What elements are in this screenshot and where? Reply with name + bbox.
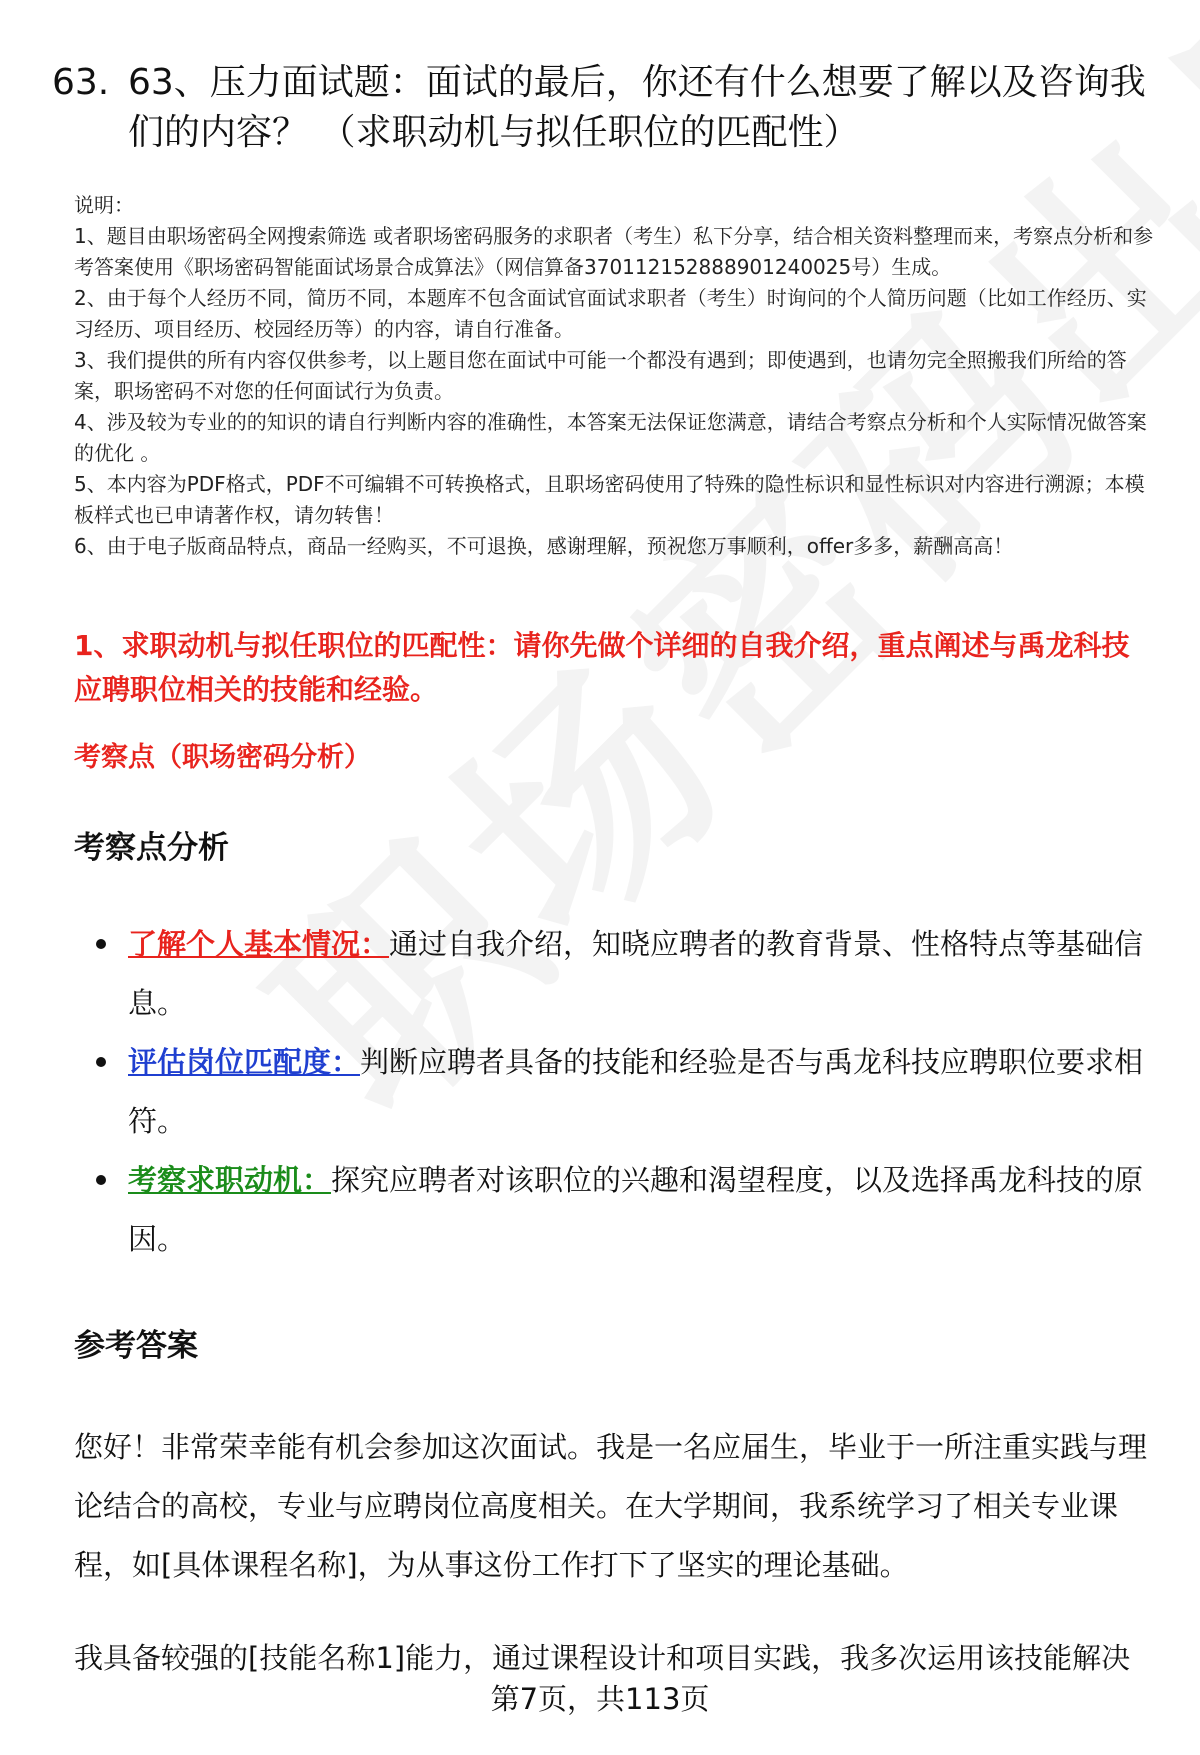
analysis-keyword: 了解个人基本情况： [128,927,390,961]
list-item [96,1151,1146,1269]
note-line: 6、由于电子版商品特点，商品一经购买，不可退换，感谢理解，预祝您万事顺利，offer多多，薪酬高高！ [74,534,1014,558]
list-item [96,1033,1146,1151]
analysis-list [96,915,1146,1269]
note-line: 5、本内容为PDF格式，PDF不可编辑不可转换格式，且职场密码使用了特殊的隐性标识和显性标识对内容进行溯源；本模板样式也已申请著作权，请勿转售！ [74,472,1145,527]
focus-label: 考察点（职场密码分析） [74,742,371,773]
analysis-text: 判断应聘者具备的技能和经验是否与禹龙科技应聘职位要求相符。 [128,1045,1144,1138]
answer-paragraph: 我具备较强的[技能名称1]能力，通过课程设计和项目实践，我多次运用该技能解决 [74,1641,1131,1675]
question-title-text: 63、压力面试题：面试的最后，你还有什么想要了解以及咨询我们的内容？ （求职动机与拟任职位的匹配性） [128,62,1146,153]
analysis-keyword: 评估岗位匹配度： [128,1045,361,1079]
answer-paragraph: 您好！非常荣幸能有机会参加这次面试。我是一名应届生，毕业于一所注重实践与理论结合的高校，专业与应聘岗位高度相关。在大学期间，我系统学习了相关专业课程，如[具体课程名称]，为从事这份工作打下了坚实的理论基础。 [74,1430,1148,1582]
list-item [96,915,1146,1033]
note-line: 1、题目由职场密码全网搜索筛选 或者职场密码服务的求职者（考生）私下分享，结合相关资料整理而来，考察点分析和参考答案使用《职场密码智能面试场景合成算法》（网信算备370112152888901240025号）生成。 [74,224,1154,279]
analysis-heading: 考察点分析 [74,830,229,866]
analysis-text: 探究应聘者对该职位的兴趣和渴望程度，以及选择禹龙科技的原因。 [128,1163,1144,1256]
note-line: 3、我们提供的所有内容仅供参考，以上题目您在面试中可能一个都没有遇到；即使遇到，也请勿完全照搬我们所给的答案，职场密码不对您的任何面试行为负责。 [74,348,1127,403]
analysis-text: 通过自我介绍，知晓应聘者的教育背景、性格特点等基础信息。 [128,927,1144,1020]
question-title [52,58,1152,158]
page-footer: 第7页，共113页 [490,1682,710,1716]
analysis-keyword: 考察求职动机： [128,1163,332,1197]
question-number: 63. [52,62,110,103]
disclaimer-notes [74,190,1164,562]
sub-question: 1、求职动机与拟任职位的匹配性：请你先做个详细的自我介绍，重点阐述与禹龙科技应聘职位相关的技能和经验。 [74,629,1130,706]
note-line: 2、由于每个人经历不同，简历不同，本题库不包含面试官面试求职者（考生）时询问的个人简历问题（比如工作经历、实习经历、项目经历、校园经历等）的内容，请自行准备。 [74,286,1147,341]
note-line: 说明： [74,193,134,217]
note-line: 4、涉及较为专业的的知识的请自行判断内容的准确性，本答案无法保证您满意，请结合考察点分析和个人实际情况做答案的优化 。 [74,410,1147,465]
answer-heading: 参考答案 [74,1328,198,1364]
